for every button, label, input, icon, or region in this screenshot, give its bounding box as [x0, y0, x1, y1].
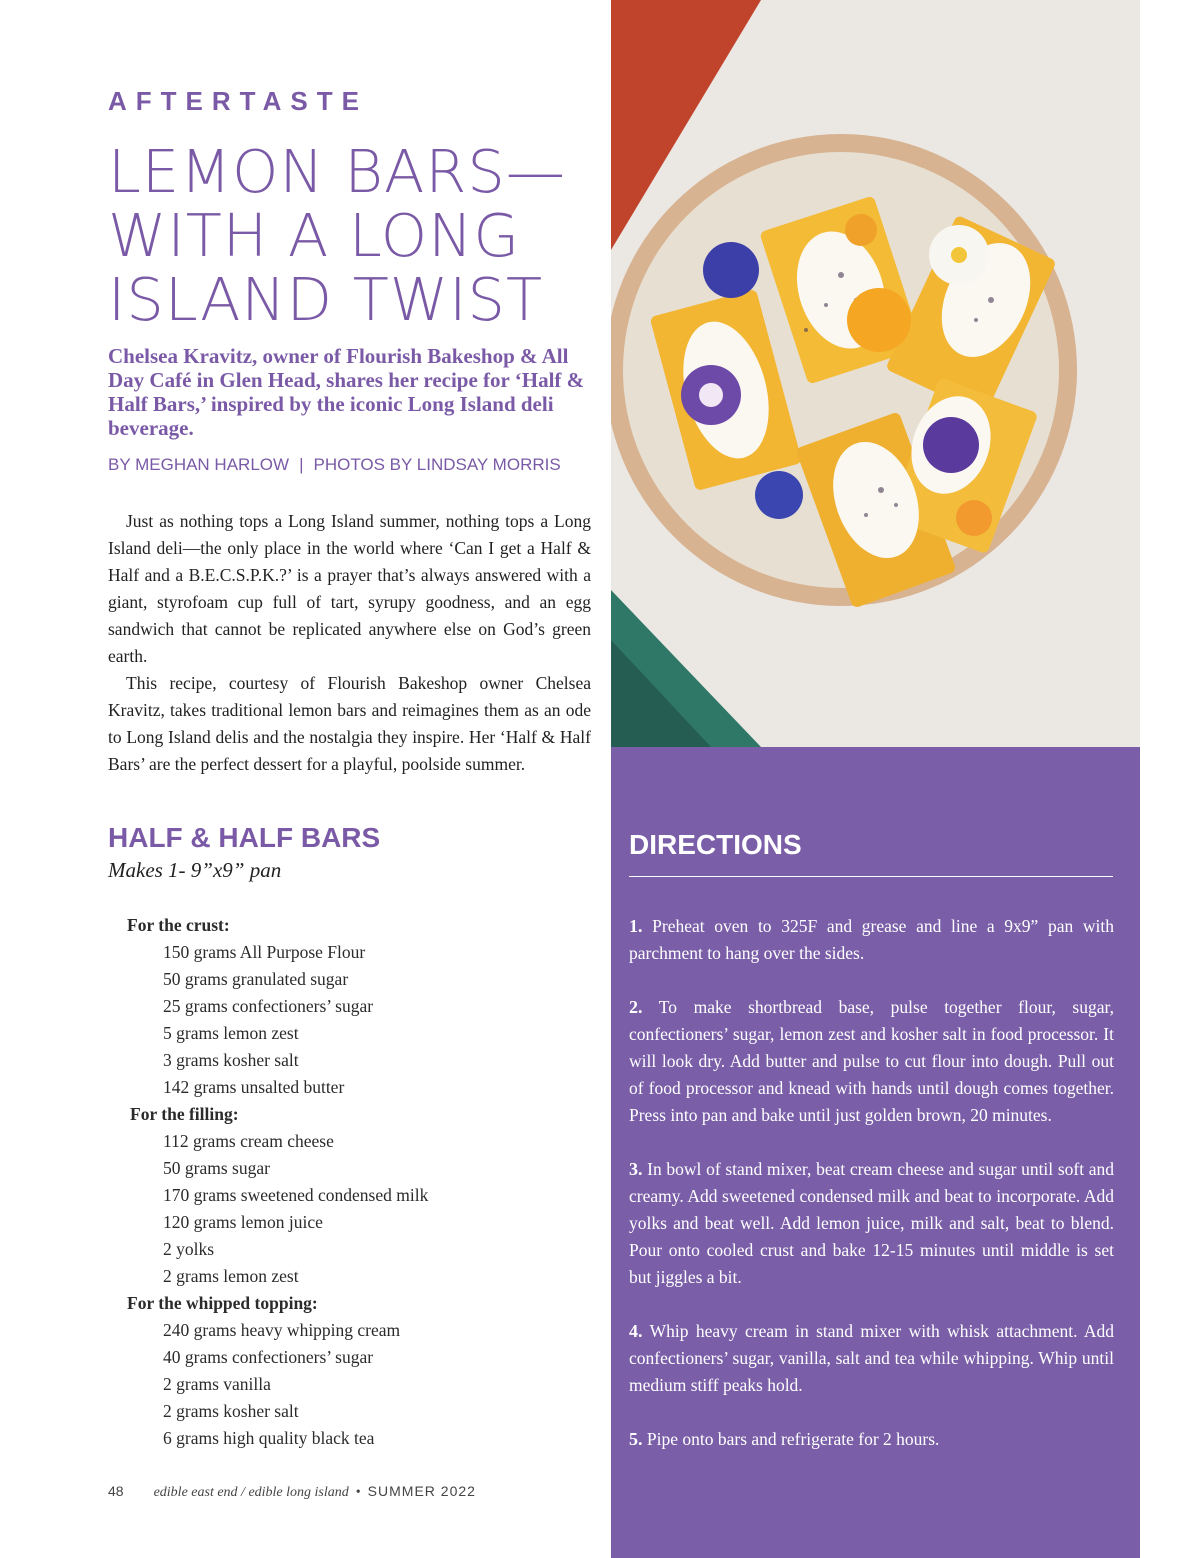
- ingredient-item: 50 grams granulated sugar: [163, 969, 349, 989]
- ingredient-item: 25 grams confectioners’ sugar: [163, 996, 374, 1016]
- body-paragraph: This recipe, courtesy of Flourish Bakeshop owner Chelsea Kravitz, takes traditional lemon bars and reimagines them as an ode to Long Island delis and the nostalgia they inspire. Her ‘Half & Half Bars’ are the perfect dessert for a playful, poolside summer.: [108, 673, 591, 774]
- byline-photos: PHOTOS BY LINDSAY MORRIS: [313, 455, 561, 474]
- recipe-title: HALF & HALF BARS: [108, 822, 381, 853]
- ingredient-item: 6 grams high quality black tea: [163, 1428, 375, 1448]
- ingredient-item: 142 grams unsalted butter: [163, 1077, 345, 1097]
- ingredient-list: [108, 912, 578, 1452]
- byline-separator: |: [299, 455, 304, 474]
- step-text: Pipe onto bars and refrigerate for 2 hours.: [646, 1429, 940, 1449]
- step-number: 2.: [629, 997, 643, 1017]
- ingredient-item: 2 yolks: [163, 1239, 215, 1259]
- directions-panel: [611, 747, 1140, 1558]
- ingredient-group-label: For the filling:: [130, 1104, 239, 1124]
- direction-step: [629, 994, 1114, 1129]
- ingredient-item: 150 grams All Purpose Flour: [163, 942, 366, 962]
- direction-step: [629, 1156, 1114, 1291]
- ingredient-item: 112 grams cream cheese: [163, 1131, 334, 1151]
- directions-title: DIRECTIONS: [629, 829, 802, 860]
- step-number: 1.: [629, 916, 643, 936]
- lemon-bars-photo: [611, 0, 1140, 747]
- step-number: 3.: [629, 1159, 643, 1179]
- section-kicker: AFTERTASTE: [108, 86, 368, 116]
- page-margin: [1140, 0, 1200, 1558]
- article-body: [108, 508, 591, 778]
- page-footer: [108, 1483, 476, 1501]
- ingredient-item: 240 grams heavy whipping cream: [163, 1320, 401, 1340]
- step-number: 4.: [629, 1321, 643, 1341]
- ingredient-item: 2 grams vanilla: [163, 1374, 271, 1394]
- step-text: To make shortbread base, pulse together flour, sugar, confectioners’ sugar, lemon zest and kosher salt in food processor. It will look dry. Add butter and pulse to cut flour into dough. Pull out of food processor and knead with hands until dough comes together. Press into pan and bake until just golden brown, 20 minutes.: [629, 997, 1115, 1125]
- ingredient-group-label: For the crust:: [127, 915, 230, 935]
- ingredient-item: 2 grams kosher salt: [163, 1401, 299, 1421]
- ingredient-item: 40 grams confectioners’ sugar: [163, 1347, 374, 1367]
- title-line: ISLAND TWIST: [108, 265, 544, 334]
- page-number: 48: [108, 1483, 124, 1499]
- issue-date: SUMMER 2022: [367, 1483, 476, 1499]
- ingredient-item: 170 grams sweetened condensed milk: [163, 1185, 429, 1205]
- step-number: 5.: [629, 1429, 643, 1449]
- lemon-bars-illustration: [611, 0, 1140, 747]
- ingredient-item: 50 grams sugar: [163, 1158, 270, 1178]
- directions-divider: [629, 876, 1113, 877]
- recipe-yield: Makes 1- 9”x9” pan: [108, 858, 282, 882]
- ingredient-item: 5 grams lemon zest: [163, 1023, 299, 1043]
- ingredient-item: 2 grams lemon zest: [163, 1266, 299, 1286]
- title-line: LEMON BARS—: [108, 137, 566, 206]
- ingredient-group-label: For the whipped topping:: [127, 1293, 318, 1313]
- step-text: Preheat oven to 325F and grease and line a 9x9” pan with parchment to hang over the sides.: [629, 916, 1115, 963]
- directions-steps: [629, 913, 1114, 1480]
- byline: [108, 455, 561, 475]
- ingredient-item: 120 grams lemon juice: [163, 1212, 323, 1232]
- step-text: In bowl of stand mixer, beat cream cheese and sugar until soft and creamy. Add sweetened condensed milk and beat to incorporate. Add yolks and beat well. Add lemon juice, milk and salt, beat to blend. Pour onto cooled crust and bake 12-15 minutes until middle is set but jiggles a bit.: [629, 1159, 1115, 1287]
- direction-step: [629, 913, 1114, 967]
- direction-step: [629, 1426, 1114, 1453]
- title-line: WITH A LONG: [108, 201, 521, 270]
- direction-step: [629, 1318, 1114, 1399]
- publication-name: edible east end / edible long island: [153, 1485, 349, 1500]
- byline-author: BY MEGHAN HARLOW: [108, 455, 290, 474]
- body-paragraph: Just as nothing tops a Long Island summer, nothing tops a Long Island deli—the only place in the world where ‘Can I get a Half & Half and a B.E.C.S.P.K.?’ is a prayer that’s always answered with a giant, styrofoam cup full of tart, syrupy goodness, and an egg sandwich that cannot be replicated anywhere else on God’s green earth.: [108, 511, 591, 666]
- step-text: Whip heavy cream in stand mixer with whisk attachment. Add confectioners’ sugar, vanilla, salt and tea while whipping. Whip until medium stiff peaks hold.: [629, 1321, 1115, 1395]
- footer-bullet: •: [355, 1485, 361, 1500]
- article-dek: Chelsea Kravitz, owner of Flourish Bakeshop & All Day Café in Glen Head, shares her recipe for ‘Half & Half Bars,’ inspired by the iconic Long Island deli beverage.: [108, 344, 585, 440]
- ingredient-item: 3 grams kosher salt: [163, 1050, 299, 1070]
- article-title: [108, 137, 598, 334]
